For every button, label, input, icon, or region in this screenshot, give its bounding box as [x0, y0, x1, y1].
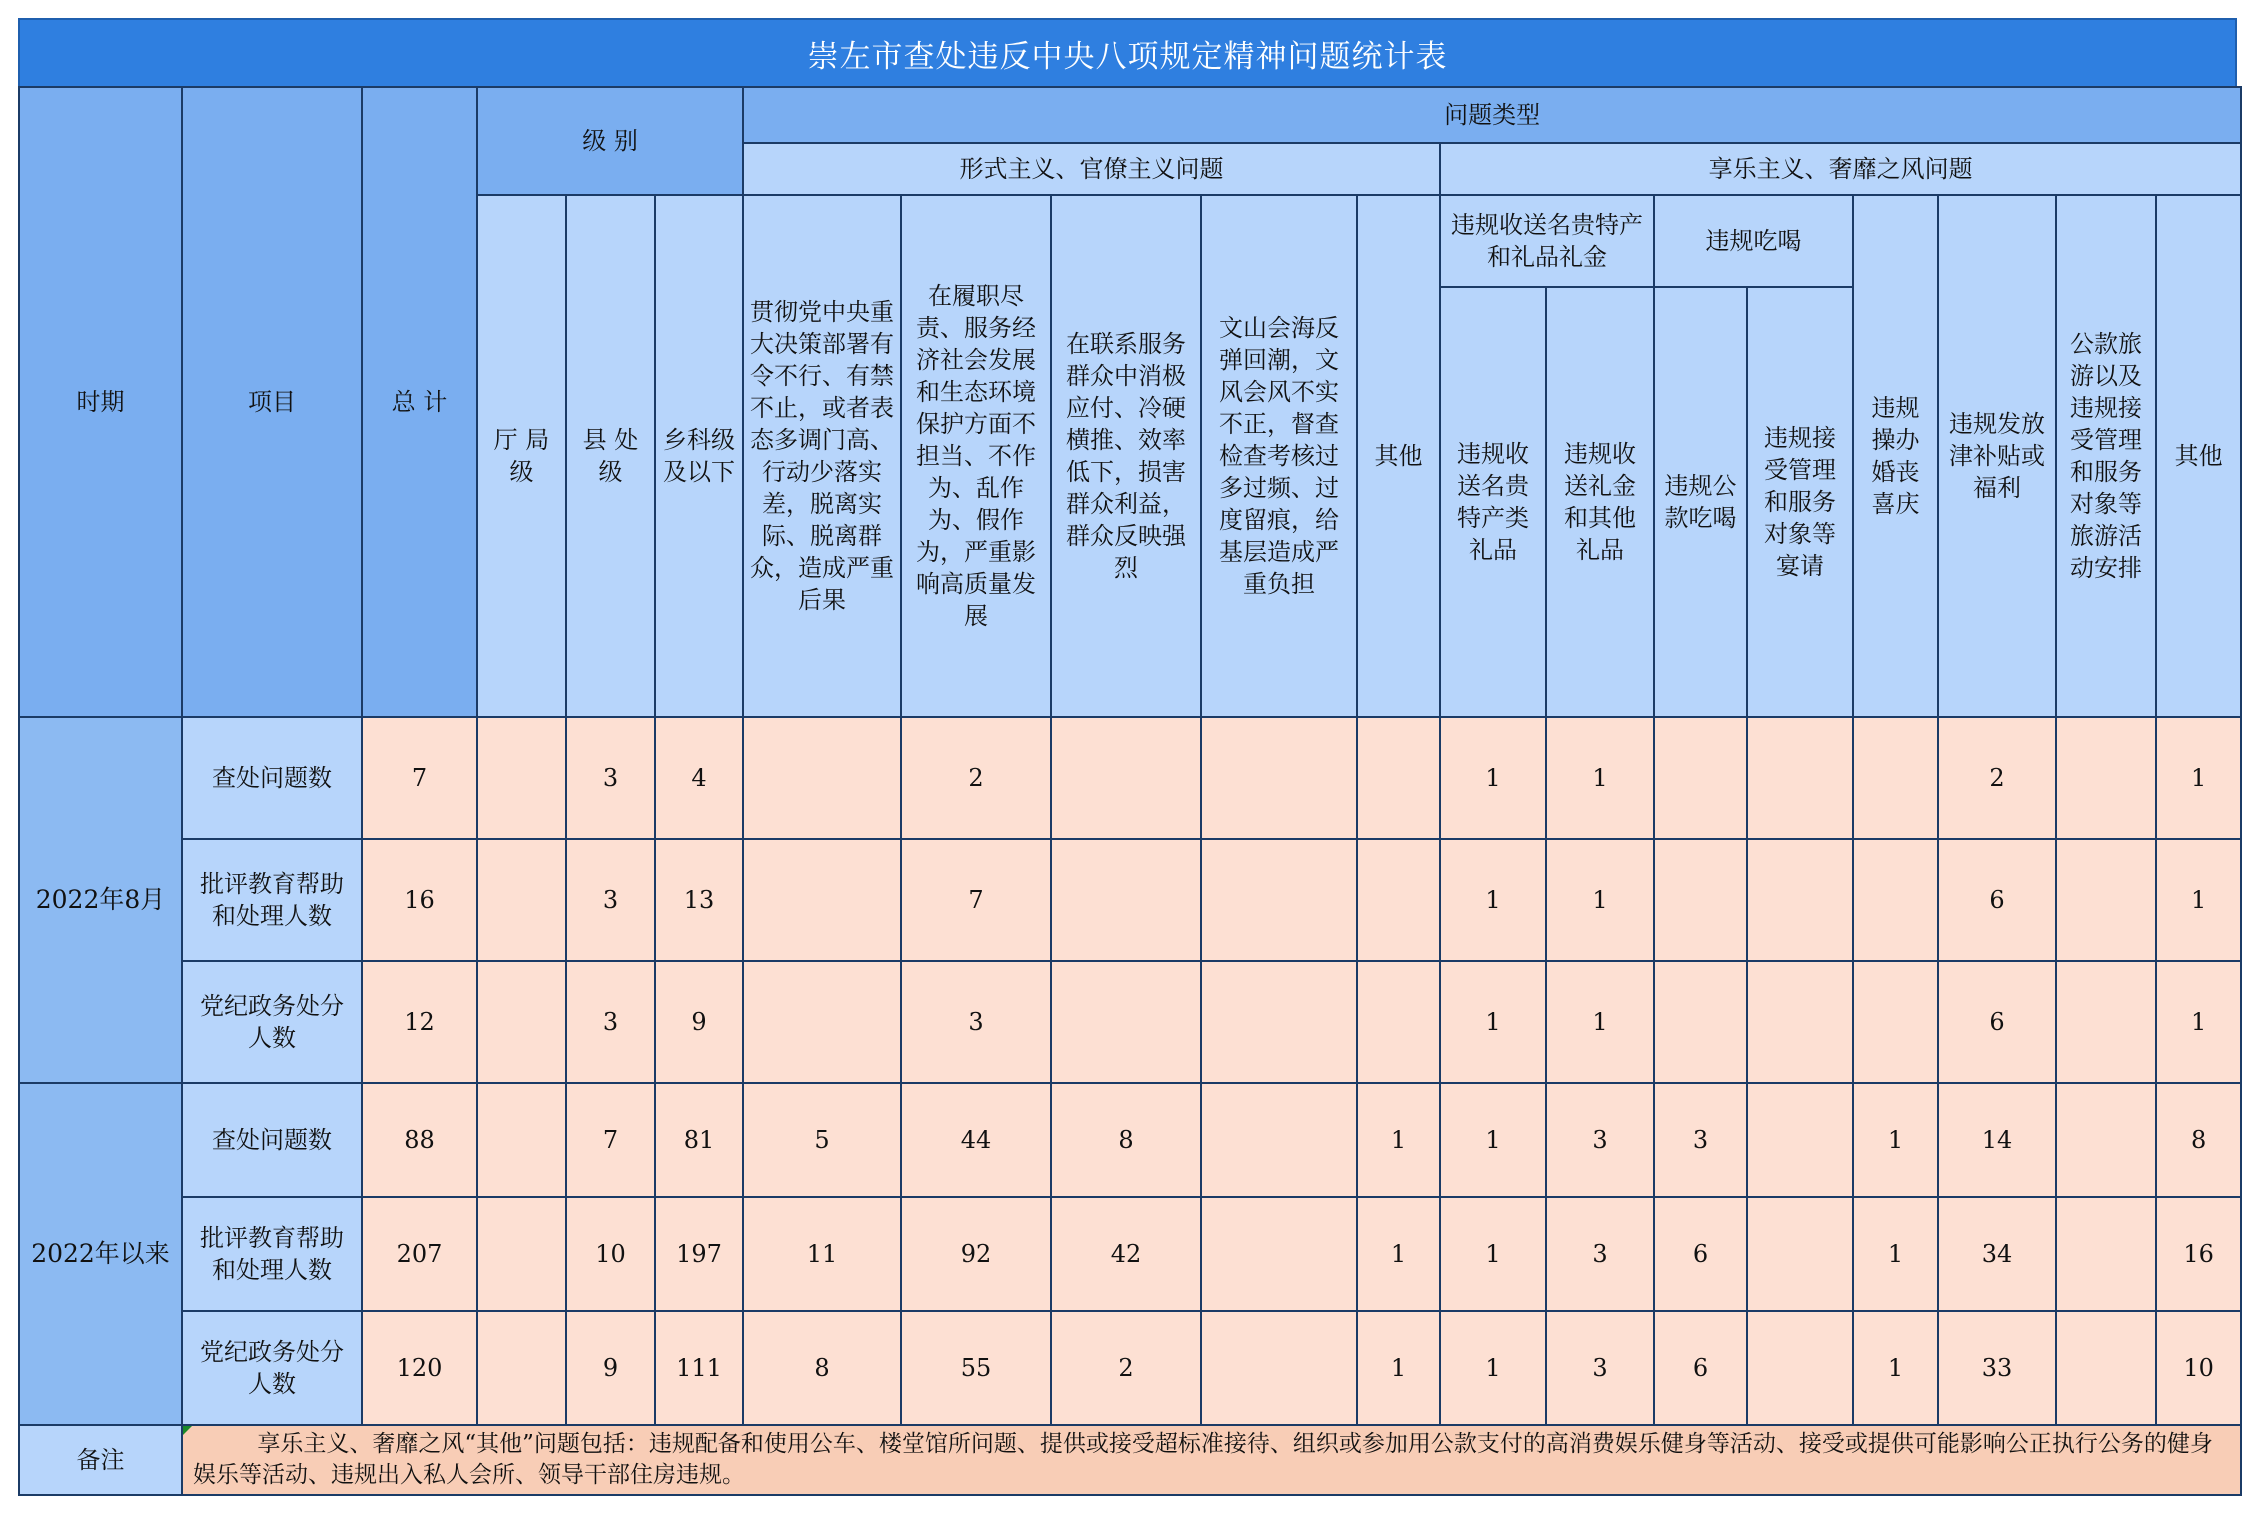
value-cell: 11 [743, 1197, 901, 1311]
table-row [19, 1197, 2241, 1311]
value-cell [1654, 839, 1747, 961]
header-level-col: 县 处级 [566, 195, 655, 717]
header-item: 项目 [182, 87, 362, 717]
header-hedonism: 享乐主义、奢靡之风问题 [1440, 143, 2241, 195]
value-cell: 1 [1357, 1197, 1440, 1311]
header-formalism: 形式主义、官僚主义问题 [743, 143, 1440, 195]
value-cell [477, 1197, 566, 1311]
value-cell [477, 961, 566, 1083]
value-cell: 3 [566, 961, 655, 1083]
header-total: 总 计 [362, 87, 477, 717]
value-cell [743, 717, 901, 839]
value-cell [2056, 961, 2156, 1083]
value-cell: 1 [1853, 1083, 1938, 1197]
header-dining-col: 违规公款吃喝 [1654, 287, 1747, 717]
value-cell [1201, 961, 1357, 1083]
value-cell: 42 [1051, 1197, 1201, 1311]
value-cell: 8 [1051, 1083, 1201, 1197]
value-cell [2056, 1197, 2156, 1311]
table-row [19, 717, 2241, 839]
value-cell [1201, 1197, 1357, 1311]
value-cell [1747, 1197, 1853, 1311]
value-cell: 13 [655, 839, 743, 961]
item-cell: 查处问题数 [182, 1083, 362, 1197]
value-cell [477, 717, 566, 839]
value-cell: 197 [655, 1197, 743, 1311]
value-cell [2056, 1083, 2156, 1197]
table-row [19, 1083, 2241, 1197]
note-row [19, 1425, 2241, 1495]
value-cell: 1 [2156, 839, 2241, 961]
header-level-col: 厅 局级 [477, 195, 566, 717]
value-cell: 33 [1938, 1311, 2056, 1425]
value-cell: 7 [901, 839, 1051, 961]
cell-comment-marker [183, 1426, 192, 1435]
value-cell [1051, 717, 1201, 839]
value-cell: 6 [1654, 1197, 1747, 1311]
stats-sheet [18, 18, 2237, 1496]
value-cell: 8 [2156, 1083, 2241, 1197]
item-cell: 党纪政务处分人数 [182, 1311, 362, 1425]
item-cell: 查处问题数 [182, 717, 362, 839]
value-cell: 92 [901, 1197, 1051, 1311]
header-formalism-col: 在联系服务群众中消极应付、冷硬横推、效率低下，损害群众利益，群众反映强烈 [1051, 195, 1201, 717]
value-cell: 9 [655, 961, 743, 1083]
value-cell [1051, 961, 1201, 1083]
note-label: 备注 [19, 1425, 182, 1495]
header-dining-col: 违规接受管理和服务对象等宴请 [1747, 287, 1853, 717]
table-row [19, 839, 2241, 961]
value-cell [2056, 839, 2156, 961]
value-cell [1357, 961, 1440, 1083]
header-period: 时期 [19, 87, 182, 717]
value-cell: 1 [1853, 1197, 1938, 1311]
table-title: 崇左市查处违反中央八项规定精神问题统计表 [18, 18, 2237, 86]
value-cell [1654, 717, 1747, 839]
value-cell [1747, 839, 1853, 961]
value-cell: 3 [1546, 1197, 1654, 1311]
value-cell [477, 1311, 566, 1425]
value-cell [1747, 961, 1853, 1083]
value-cell: 3 [901, 961, 1051, 1083]
value-cell: 3 [566, 717, 655, 839]
value-cell: 1 [1440, 1311, 1546, 1425]
header-formalism-col: 文山会海反弹回潮，文风会风不实不正，督查检查考核过多过频、过度留痕，给基层造成严重负担 [1201, 195, 1357, 717]
value-cell: 120 [362, 1311, 477, 1425]
value-cell [477, 1083, 566, 1197]
value-cell: 5 [743, 1083, 901, 1197]
header-gift-col: 违规收送名贵特产类礼品 [1440, 287, 1546, 717]
value-cell [477, 839, 566, 961]
value-cell: 6 [1938, 839, 2056, 961]
value-cell: 1 [1440, 839, 1546, 961]
value-cell: 44 [901, 1083, 1051, 1197]
header-issue-type: 问题类型 [743, 87, 2241, 143]
value-cell: 111 [655, 1311, 743, 1425]
header-level-col: 乡科级及以下 [655, 195, 743, 717]
header-formalism-col: 其他 [1357, 195, 1440, 717]
header-formalism-col: 贯彻党中央重大决策部署有令不行、有禁不止，或者表态多调门高、行动少落实差，脱离实际、脱离群众，造成严重后果 [743, 195, 901, 717]
value-cell: 2 [1938, 717, 2056, 839]
value-cell [743, 961, 901, 1083]
value-cell [2056, 717, 2156, 839]
value-cell: 2 [1051, 1311, 1201, 1425]
value-cell: 1 [1546, 839, 1654, 961]
value-cell: 8 [743, 1311, 901, 1425]
value-cell [1051, 839, 1201, 961]
value-cell: 1 [1440, 1197, 1546, 1311]
value-cell: 1 [1546, 961, 1654, 1083]
value-cell: 3 [1654, 1083, 1747, 1197]
value-cell: 1 [1440, 1083, 1546, 1197]
period-cell: 2022年以来 [19, 1083, 182, 1425]
value-cell [1747, 1311, 1853, 1425]
value-cell [1357, 717, 1440, 839]
value-cell: 14 [1938, 1083, 2056, 1197]
value-cell: 1 [1546, 717, 1654, 839]
value-cell: 88 [362, 1083, 477, 1197]
value-cell [1853, 717, 1938, 839]
value-cell: 1 [1357, 1311, 1440, 1425]
value-cell [1654, 961, 1747, 1083]
value-cell: 207 [362, 1197, 477, 1311]
value-cell: 34 [1938, 1197, 2056, 1311]
value-cell [1201, 839, 1357, 961]
period-cell: 2022年8月 [19, 717, 182, 1083]
value-cell: 3 [1546, 1311, 1654, 1425]
value-cell: 16 [2156, 1197, 2241, 1311]
value-cell: 7 [566, 1083, 655, 1197]
value-cell: 1 [2156, 717, 2241, 839]
value-cell: 1 [1440, 961, 1546, 1083]
value-cell [1747, 1083, 1853, 1197]
header-hedonism-col: 违规操办婚丧喜庆 [1853, 195, 1938, 717]
value-cell: 16 [362, 839, 477, 961]
note-text: 享乐主义、奢靡之风“其他”问题包括：违规配备和使用公车、楼堂馆所问题、提供或接受超标准接待、组织或参加用公款支付的高消费娱乐健身等活动、接受或提供可能影响公正执行公务的健身娱乐等活动、违规出入私人会所、领导干部住房违规。 [193, 1431, 2213, 1488]
header-level: 级 别 [477, 87, 743, 195]
value-cell: 1 [1357, 1083, 1440, 1197]
table-row [19, 961, 2241, 1083]
note-text-cell [182, 1425, 2241, 1495]
value-cell: 3 [566, 839, 655, 961]
value-cell: 2 [901, 717, 1051, 839]
value-cell [2056, 1311, 2156, 1425]
value-cell: 3 [1546, 1083, 1654, 1197]
value-cell: 10 [2156, 1311, 2241, 1425]
header-gift-group: 违规收送名贵特产和礼品礼金 [1440, 195, 1654, 287]
item-cell: 批评教育帮助和处理人数 [182, 839, 362, 961]
value-cell: 12 [362, 961, 477, 1083]
value-cell [1853, 961, 1938, 1083]
header-hedonism-col: 违规发放津补贴或福利 [1938, 195, 2056, 717]
header-hedonism-col: 公款旅游以及违规接受管理和服务对象等旅游活动安排 [2056, 195, 2156, 717]
header-formalism-col: 在履职尽责、服务经济社会发展和生态环境保护方面不担当、不作为、乱作为、假作为，严重影响高质量发展 [901, 195, 1051, 717]
value-cell: 1 [2156, 961, 2241, 1083]
header-gift-col: 违规收送礼金和其他礼品 [1546, 287, 1654, 717]
value-cell: 81 [655, 1083, 743, 1197]
value-cell: 6 [1654, 1311, 1747, 1425]
value-cell [1357, 839, 1440, 961]
value-cell [1747, 717, 1853, 839]
value-cell [1201, 1311, 1357, 1425]
value-cell [743, 839, 901, 961]
value-cell: 6 [1938, 961, 2056, 1083]
item-cell: 批评教育帮助和处理人数 [182, 1197, 362, 1311]
value-cell: 10 [566, 1197, 655, 1311]
header-dining-group: 违规吃喝 [1654, 195, 1853, 287]
stats-table [18, 86, 2242, 1496]
header-hedonism-col: 其他 [2156, 195, 2241, 717]
value-cell [1201, 1083, 1357, 1197]
value-cell: 1 [1853, 1311, 1938, 1425]
value-cell [1201, 717, 1357, 839]
value-cell: 4 [655, 717, 743, 839]
value-cell [1853, 839, 1938, 961]
value-cell: 55 [901, 1311, 1051, 1425]
table-row [19, 1311, 2241, 1425]
value-cell: 7 [362, 717, 477, 839]
value-cell: 1 [1440, 717, 1546, 839]
item-cell: 党纪政务处分人数 [182, 961, 362, 1083]
value-cell: 9 [566, 1311, 655, 1425]
